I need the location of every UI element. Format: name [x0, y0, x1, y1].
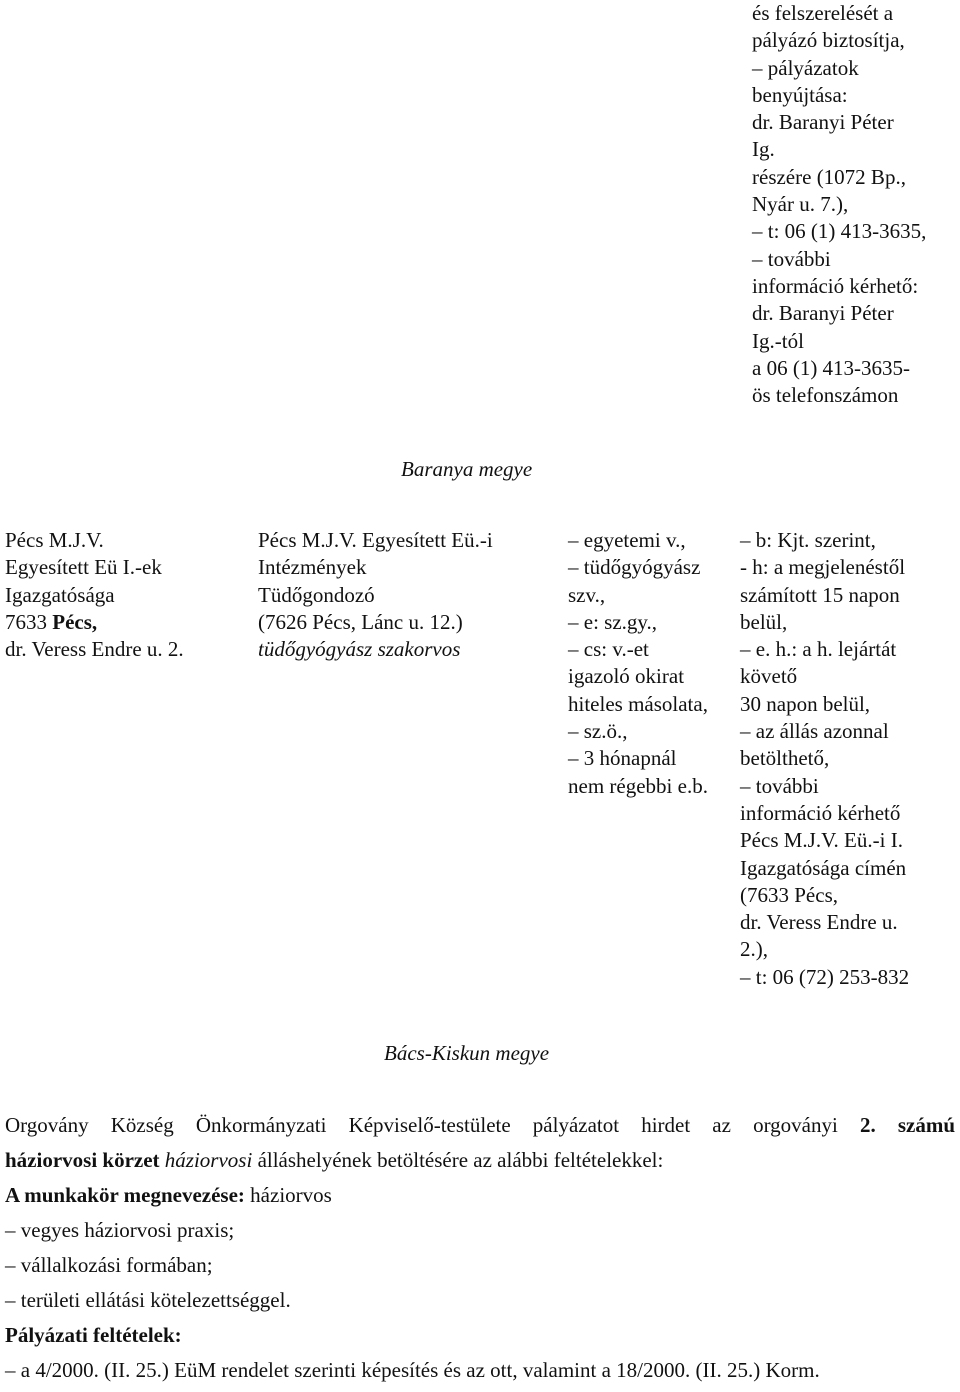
city-name: Pécs,	[52, 609, 98, 634]
job-value: háziorvos	[244, 1183, 332, 1207]
position-title: háziorvosi	[164, 1148, 253, 1172]
text-line: szv.,	[568, 582, 606, 607]
text-line: – pályázatok	[752, 55, 859, 80]
text-line: – t: 06 (1) 413-3635,	[752, 219, 927, 244]
intro-line	[5, 1112, 955, 1147]
text-line: Tüdőgondozó	[258, 582, 375, 607]
text-line: belül,	[740, 609, 788, 634]
text-line: dr. Baranyi Péter	[752, 110, 894, 135]
job-title-line	[5, 1182, 955, 1217]
text-line: hiteles másolata,	[568, 691, 708, 716]
text-line: Igazgatósága	[5, 582, 115, 607]
text-line: Nyár u. 7.),	[752, 192, 849, 217]
text-line: számított 15 napon	[740, 582, 900, 607]
text-line: és felszerelését a	[752, 1, 894, 25]
postal-code: 7633	[5, 609, 53, 634]
text-line: (7633 Pécs,	[740, 882, 838, 907]
district-name: háziorvosi körzet	[5, 1148, 160, 1172]
text-line: – az állás azonnal	[740, 719, 889, 744]
text-line	[5, 609, 184, 636]
text-line: dr. Veress Endre u.	[740, 910, 898, 935]
text-line: – 3 hónapnál	[568, 746, 677, 771]
text-line: követő	[740, 664, 798, 689]
text-line: – további	[752, 246, 831, 271]
text-line: – t: 06 (72) 253-832	[740, 964, 910, 989]
text-line: Ig.	[752, 137, 775, 162]
text-line: – további	[740, 773, 819, 798]
intro-text: Orgovány Község Önkormányzati Képviselő-testülete pályázatot hirdet az orgoványi	[5, 1113, 860, 1137]
position-title: tüdőgyógyász szakorvos	[258, 637, 461, 662]
text-line: igazoló okirat	[568, 664, 685, 689]
text-line: Intézmények	[258, 555, 367, 580]
job-item: – vegyes háziorvosi praxis;	[5, 1218, 235, 1242]
text-line: Pécs M.J.V. Eü.-i I.	[740, 828, 903, 853]
text-line: Igazgatósága címén	[740, 855, 907, 880]
intro-line	[5, 1147, 955, 1182]
text-line: – egyetemi v.,	[568, 528, 686, 552]
text-line: Pécs M.J.V. Egyesített Eü.-i	[258, 528, 493, 552]
text-line: Pécs M.J.V.	[5, 528, 104, 552]
section-heading-bacs-kiskun: Bács-Kiskun megye	[384, 1041, 550, 1065]
job-item: – területi ellátási kötelezettséggel.	[5, 1288, 291, 1312]
text-line: pályázó biztosítja,	[752, 28, 905, 53]
text-line: információ kérhető:	[752, 273, 919, 298]
text-line: (7626 Pécs, Lánc u. 12.)	[258, 609, 463, 634]
text-line: részére (1072 Bp.,	[752, 164, 906, 189]
text-line: – b: Kjt. szerint,	[740, 528, 876, 552]
district-number: 2. számú	[859, 1113, 956, 1137]
announcement-body	[5, 1112, 955, 1392]
text-line: – e: sz.gy.,	[568, 609, 658, 634]
text-line: nem régebbi e.b.	[568, 773, 708, 798]
text-line: 30 napon belül,	[740, 691, 871, 716]
conditions-column	[740, 527, 909, 991]
text-line: ös telefonszámon	[752, 383, 899, 408]
intro-text: álláshelyének betöltésére az alábbi feltételekkel:	[252, 1148, 664, 1172]
section-heading-baranya: Baranya megye	[401, 457, 533, 481]
job-item: – vállalkozási formában;	[5, 1253, 213, 1277]
job-label: A munkakör megnevezése:	[5, 1183, 245, 1207]
text-line: benyújtása:	[752, 82, 848, 107]
text-line: Egyesített Eü I.-ek	[5, 555, 162, 580]
text-line: Ig.-tól	[752, 328, 804, 353]
conditions-label	[5, 1322, 955, 1357]
text-line: dr. Veress Endre u. 2.	[5, 637, 184, 662]
text-line: információ kérhető	[740, 800, 901, 825]
text-line: – tüdőgyógyász	[568, 555, 701, 580]
continuation-column	[752, 0, 926, 409]
conditions-heading: Pályázati feltételek:	[5, 1323, 182, 1347]
text-line: 2.),	[740, 937, 768, 962]
text-line: - h: a megjelenéstől	[740, 555, 906, 580]
text-line: – e. h.: a h. lejártát	[740, 637, 897, 662]
text-line: – cs: v.-et	[568, 637, 649, 662]
employer-column	[5, 527, 184, 663]
text-line: – sz.ö.,	[568, 719, 628, 744]
position-column	[258, 527, 493, 663]
condition-item: – a 4/2000. (II. 25.) EüM rendelet szerinti képesítés és az ott, valamint a 18/2000. (II. 25.) Korm.	[5, 1358, 820, 1382]
text-line: a 06 (1) 413-3635-	[752, 355, 911, 380]
text-line: dr. Baranyi Péter	[752, 301, 894, 326]
text-line: betölthető,	[740, 746, 830, 771]
requirements-column	[568, 527, 708, 800]
